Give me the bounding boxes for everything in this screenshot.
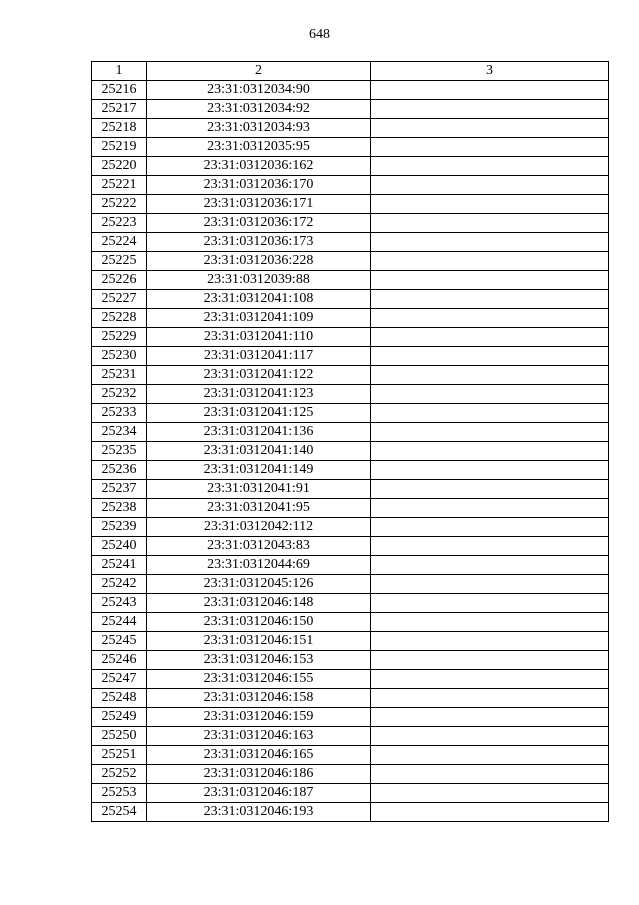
table-row (92, 290, 609, 309)
cadastral-number-cell: 23:31:0312043:83 (147, 537, 371, 556)
table-row (92, 803, 609, 822)
note-cell (371, 347, 609, 366)
cadastral-number-cell: 23:31:0312046:186 (147, 765, 371, 784)
cadastral-number-cell: 23:31:0312041:91 (147, 480, 371, 499)
row-number-cell: 25223 (92, 214, 147, 233)
table-row (92, 670, 609, 689)
row-number-cell: 25226 (92, 271, 147, 290)
row-number-cell: 25219 (92, 138, 147, 157)
note-cell (371, 784, 609, 803)
note-cell (371, 252, 609, 271)
table-row (92, 784, 609, 803)
cadastral-number-cell: 23:31:0312046:165 (147, 746, 371, 765)
cadastral-number-cell: 23:31:0312036:173 (147, 233, 371, 252)
row-number-cell: 25221 (92, 176, 147, 195)
table-row (92, 537, 609, 556)
table-row (92, 100, 609, 119)
note-cell (371, 651, 609, 670)
row-number-cell: 25233 (92, 404, 147, 423)
cadastral-number-cell: 23:31:0312036:172 (147, 214, 371, 233)
note-cell (371, 670, 609, 689)
row-number-cell: 25220 (92, 157, 147, 176)
table-row (92, 518, 609, 537)
cadastral-number-cell: 23:31:0312034:93 (147, 119, 371, 138)
note-cell (371, 385, 609, 404)
note-cell (371, 176, 609, 195)
row-number-cell: 25236 (92, 461, 147, 480)
note-cell (371, 366, 609, 385)
cadastral-number-cell: 23:31:0312036:228 (147, 252, 371, 271)
table-row (92, 328, 609, 347)
cadastral-number-cell: 23:31:0312034:92 (147, 100, 371, 119)
cadastral-number-cell: 23:31:0312041:108 (147, 290, 371, 309)
table-row (92, 594, 609, 613)
page-number: 648 (309, 27, 330, 42)
table-row (92, 157, 609, 176)
note-cell (371, 271, 609, 290)
row-number-cell: 25245 (92, 632, 147, 651)
cadastral-number-cell: 23:31:0312046:153 (147, 651, 371, 670)
note-cell (371, 328, 609, 347)
cadastral-number-cell: 23:31:0312046:193 (147, 803, 371, 822)
note-cell (371, 233, 609, 252)
note-cell (371, 803, 609, 822)
row-number-cell: 25234 (92, 423, 147, 442)
note-cell (371, 765, 609, 784)
table-row (92, 461, 609, 480)
table-row (92, 81, 609, 100)
cadastral-number-cell: 23:31:0312046:155 (147, 670, 371, 689)
note-cell (371, 727, 609, 746)
cadastral-number-cell: 23:31:0312041:109 (147, 309, 371, 328)
row-number-cell: 25240 (92, 537, 147, 556)
table-row (92, 385, 609, 404)
cadastral-number-cell: 23:31:0312042:112 (147, 518, 371, 537)
note-cell (371, 100, 609, 119)
cadastral-number-cell: 23:31:0312041:125 (147, 404, 371, 423)
row-number-cell: 25232 (92, 385, 147, 404)
table-row (92, 347, 609, 366)
row-number-cell: 25231 (92, 366, 147, 385)
column-header-2: 2 (147, 62, 371, 81)
table-header-row (92, 62, 609, 81)
table-row (92, 689, 609, 708)
cadastral-number-cell: 23:31:0312041:122 (147, 366, 371, 385)
row-number-cell: 25248 (92, 689, 147, 708)
table-row (92, 404, 609, 423)
row-number-cell: 25217 (92, 100, 147, 119)
cadastral-number-cell: 23:31:0312041:110 (147, 328, 371, 347)
table-row (92, 480, 609, 499)
note-cell (371, 442, 609, 461)
row-number-cell: 25222 (92, 195, 147, 214)
table-row (92, 499, 609, 518)
cadastral-number-cell: 23:31:0312036:162 (147, 157, 371, 176)
row-number-cell: 25239 (92, 518, 147, 537)
table-row (92, 575, 609, 594)
cadastral-number-cell: 23:31:0312046:187 (147, 784, 371, 803)
row-number-cell: 25237 (92, 480, 147, 499)
table-row (92, 632, 609, 651)
table-row (92, 119, 609, 138)
cadastral-number-cell: 23:31:0312046:148 (147, 594, 371, 613)
table-row (92, 613, 609, 632)
note-cell (371, 157, 609, 176)
cadastral-number-cell: 23:31:0312045:126 (147, 575, 371, 594)
note-cell (371, 613, 609, 632)
table-row (92, 309, 609, 328)
row-number-cell: 25242 (92, 575, 147, 594)
row-number-cell: 25228 (92, 309, 147, 328)
cadastral-number-cell: 23:31:0312046:158 (147, 689, 371, 708)
table-row (92, 366, 609, 385)
table-row (92, 214, 609, 233)
table-row (92, 556, 609, 575)
cadastral-number-cell: 23:31:0312044:69 (147, 556, 371, 575)
column-header-1: 1 (92, 62, 147, 81)
row-number-cell: 25218 (92, 119, 147, 138)
note-cell (371, 632, 609, 651)
row-number-cell: 25254 (92, 803, 147, 822)
cadastral-number-cell: 23:31:0312041:140 (147, 442, 371, 461)
table-row (92, 252, 609, 271)
table-body (92, 81, 609, 822)
note-cell (371, 461, 609, 480)
note-cell (371, 81, 609, 100)
note-cell (371, 214, 609, 233)
table-row (92, 765, 609, 784)
row-number-cell: 25230 (92, 347, 147, 366)
row-number-cell: 25251 (92, 746, 147, 765)
column-header-3: 3 (371, 62, 609, 81)
cadastral-number-cell: 23:31:0312041:123 (147, 385, 371, 404)
row-number-cell: 25244 (92, 613, 147, 632)
row-number-cell: 25246 (92, 651, 147, 670)
cadastral-number-cell: 23:31:0312046:159 (147, 708, 371, 727)
table-row (92, 271, 609, 290)
table-row (92, 727, 609, 746)
table-row (92, 651, 609, 670)
row-number-cell: 25225 (92, 252, 147, 271)
cadastral-number-cell: 23:31:0312041:136 (147, 423, 371, 442)
cadastral-number-cell: 23:31:0312041:149 (147, 461, 371, 480)
note-cell (371, 575, 609, 594)
note-cell (371, 195, 609, 214)
cadastral-number-cell: 23:31:0312046:163 (147, 727, 371, 746)
note-cell (371, 423, 609, 442)
note-cell (371, 309, 609, 328)
row-number-cell: 25243 (92, 594, 147, 613)
table-row (92, 423, 609, 442)
row-number-cell: 25229 (92, 328, 147, 347)
cadastral-number-cell: 23:31:0312036:171 (147, 195, 371, 214)
table-row (92, 176, 609, 195)
note-cell (371, 689, 609, 708)
note-cell (371, 746, 609, 765)
cadastral-number-cell: 23:31:0312041:95 (147, 499, 371, 518)
table-row (92, 746, 609, 765)
note-cell (371, 499, 609, 518)
note-cell (371, 119, 609, 138)
cadastral-number-cell: 23:31:0312039:88 (147, 271, 371, 290)
table-row (92, 233, 609, 252)
cadastral-number-cell: 23:31:0312035:95 (147, 138, 371, 157)
table-row (92, 708, 609, 727)
table-row (92, 442, 609, 461)
cadastral-number-cell: 23:31:0312034:90 (147, 81, 371, 100)
row-number-cell: 25241 (92, 556, 147, 575)
note-cell (371, 138, 609, 157)
note-cell (371, 518, 609, 537)
row-number-cell: 25253 (92, 784, 147, 803)
note-cell (371, 594, 609, 613)
row-number-cell: 25247 (92, 670, 147, 689)
cadastral-number-cell: 23:31:0312046:150 (147, 613, 371, 632)
note-cell (371, 480, 609, 499)
note-cell (371, 708, 609, 727)
table-row (92, 195, 609, 214)
row-number-cell: 25252 (92, 765, 147, 784)
note-cell (371, 290, 609, 309)
row-number-cell: 25216 (92, 81, 147, 100)
note-cell (371, 404, 609, 423)
row-number-cell: 25235 (92, 442, 147, 461)
row-number-cell: 25249 (92, 708, 147, 727)
table-row (92, 138, 609, 157)
cadastral-number-cell: 23:31:0312046:151 (147, 632, 371, 651)
row-number-cell: 25250 (92, 727, 147, 746)
row-number-cell: 25238 (92, 499, 147, 518)
row-number-cell: 25227 (92, 290, 147, 309)
cadastral-number-cell: 23:31:0312041:117 (147, 347, 371, 366)
cadastral-table (91, 61, 609, 822)
note-cell (371, 556, 609, 575)
row-number-cell: 25224 (92, 233, 147, 252)
note-cell (371, 537, 609, 556)
cadastral-number-cell: 23:31:0312036:170 (147, 176, 371, 195)
